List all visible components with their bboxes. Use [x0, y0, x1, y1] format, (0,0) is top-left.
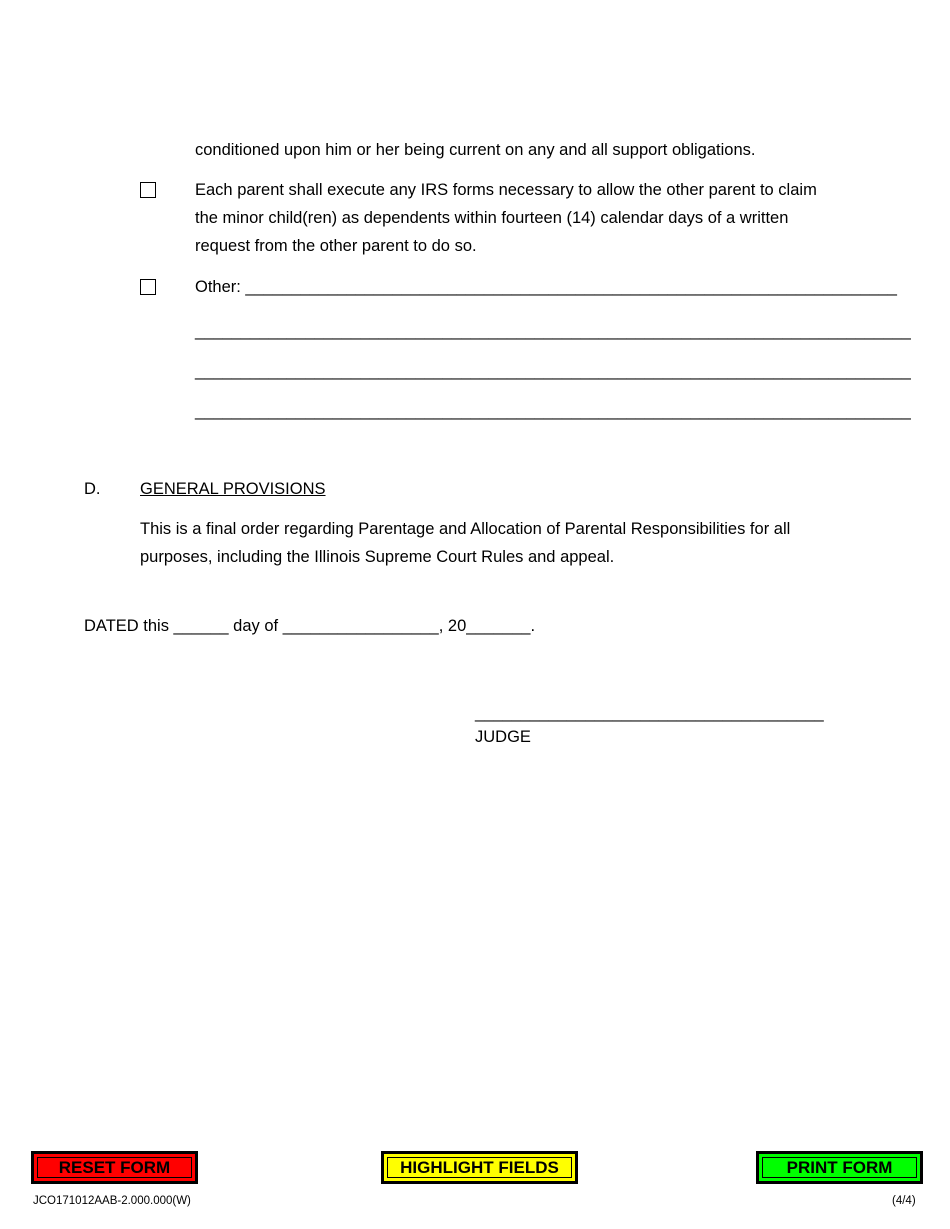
- irs-item-line-2: the minor child(ren) as dependents within fourteen (14) calendar days of a written: [195, 209, 789, 227]
- highlight-fields-button[interactable]: HIGHLIGHT FIELDS: [381, 1151, 578, 1184]
- other-blank-line-1[interactable]: ______________________________________________________________________________: [195, 322, 911, 340]
- print-form-button[interactable]: PRINT FORM: [756, 1151, 923, 1184]
- page-number: (4/4): [892, 1195, 916, 1207]
- irs-forms-checkbox[interactable]: [140, 182, 156, 198]
- section-d-letter: D.: [84, 480, 101, 498]
- section-d-heading: GENERAL PROVISIONS: [140, 480, 326, 498]
- section-d-body-line-1: This is a final order regarding Parentage and Allocation of Parental Responsibilities for all: [140, 520, 791, 538]
- dated-line[interactable]: DATED this ______ day of _________________, 20_______.: [84, 617, 536, 635]
- judge-label: JUDGE: [475, 728, 531, 746]
- irs-item-line-3: request from the other parent to do so.: [195, 237, 477, 255]
- other-blank-line-2[interactable]: ______________________________________________________________________________: [195, 362, 911, 380]
- other-blank-line-3[interactable]: ______________________________________________________________________________: [195, 402, 911, 420]
- continued-text: conditioned upon him or her being current on any and all support obligations.: [195, 141, 756, 159]
- other-checkbox[interactable]: [140, 279, 156, 295]
- other-field[interactable]: Other: _______________________________________________________________________: [195, 278, 897, 296]
- form-code: JCO171012AAB-2.000.000(W): [33, 1195, 191, 1207]
- judge-signature-line[interactable]: ______________________________________: [475, 704, 824, 722]
- section-d-body-line-2: purposes, including the Illinois Supreme Court Rules and appeal.: [140, 548, 615, 566]
- irs-item-line-1: Each parent shall execute any IRS forms necessary to allow the other parent to claim: [195, 181, 817, 199]
- reset-form-button[interactable]: RESET FORM: [31, 1151, 198, 1184]
